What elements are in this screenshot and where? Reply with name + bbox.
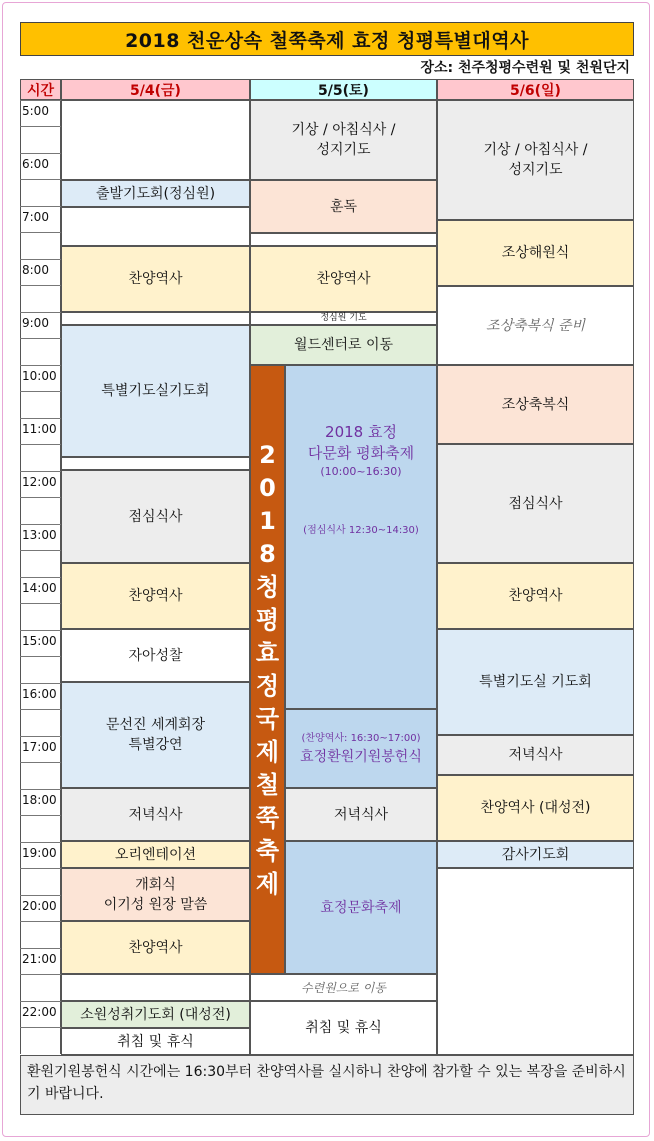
- day2-hundok: 훈독: [250, 180, 437, 233]
- time-label: 20:00: [22, 899, 57, 913]
- day2-culture-festival: 효정문화축제: [285, 841, 437, 974]
- half-hour-line: [20, 497, 61, 498]
- day1-empty-morning: [61, 100, 250, 180]
- schedule-title: 2018 천운상속 철쭉축제 효정 청평특별대역사: [20, 22, 634, 56]
- festival-time: (10:00~16:30): [320, 465, 402, 478]
- day2-empty-1: [250, 233, 437, 246]
- day1-depart-prayer: 출발기도회(정심원): [61, 180, 250, 207]
- half-hour-line: [20, 921, 61, 922]
- festival-vertical-char: 1: [259, 506, 276, 535]
- time-label: 15:00: [22, 634, 57, 648]
- festival-vertical-char: 제: [255, 869, 280, 898]
- lecture-line1: 문선진 세계회장: [105, 717, 206, 733]
- header-day2: 5/5(토): [250, 79, 437, 100]
- time-label: 16:00: [22, 687, 57, 701]
- lecture-line2: 특별강연: [128, 737, 183, 753]
- header-day3: 5/6(일): [437, 79, 634, 100]
- day1-special-prayer: 특별기도실기도회: [61, 325, 250, 457]
- time-label: 8:00: [22, 263, 49, 277]
- day1-empty-2: [61, 312, 250, 325]
- hour-line: [20, 1001, 61, 1002]
- time-label: 6:00: [22, 157, 49, 171]
- day1-empty-1: [61, 207, 250, 246]
- hour-line: [20, 153, 61, 154]
- day2-move-world-center: 월드센터로 이동: [250, 325, 437, 365]
- day3-thanksgiving-prayer: 감사기도회: [437, 841, 634, 868]
- festival-line1: 2018 효정: [325, 423, 397, 441]
- opening-line1: 개회식: [135, 876, 176, 893]
- day2-wake-breakfast: [250, 100, 437, 180]
- time-label: 5:00: [22, 104, 49, 118]
- time-label: 9:00: [22, 316, 49, 330]
- festival-line2: 다문화 평화축제: [307, 444, 415, 462]
- day3-ancestor-release: 조상해원식: [437, 220, 634, 286]
- venue-label: 장소: 천주청평수련원 및 천원단지: [420, 60, 630, 76]
- time-label: 18:00: [22, 793, 57, 807]
- hour-line: [20, 259, 61, 260]
- festival-vertical-char: 정: [255, 671, 280, 700]
- day2-wake-line2: 성지기도: [316, 142, 371, 158]
- half-hour-line: [20, 709, 61, 710]
- day1-dinner: 저녁식사: [61, 788, 250, 841]
- day3-wake-breakfast: [437, 100, 634, 220]
- day1-praise-morning: 찬양역사: [61, 246, 250, 312]
- offering-label: 효정환원기원봉헌식: [300, 748, 422, 765]
- hour-line: [20, 736, 61, 737]
- day1-wish-prayer: 소원성취기도회 (대성전): [61, 1001, 250, 1028]
- half-hour-line: [20, 603, 61, 604]
- day2-offering-ceremony: [285, 709, 437, 788]
- festival-vertical-char: 축: [255, 836, 280, 865]
- day3-blessing-preparation: 조상축복식 준비: [437, 286, 634, 365]
- festival-vertical-char: 0: [259, 473, 276, 502]
- day1-empty-3: [61, 457, 250, 470]
- day2-jeongsimwon-prayer: 정심원 기도: [250, 312, 437, 325]
- hour-line: [20, 895, 61, 896]
- festival-vertical-char: 국: [255, 704, 280, 733]
- day2-multicultural-festival: [285, 365, 437, 709]
- hour-line: [20, 418, 61, 419]
- time-label: 17:00: [22, 740, 57, 754]
- footnote: 환원기원봉헌식 시간에는 16:30부터 찬양역사를 실시하니 찬양에 참가할 수 있는 복장을 준비하시기 바랍니다.: [20, 1055, 634, 1115]
- half-hour-line: [20, 232, 61, 233]
- half-hour-line: [20, 868, 61, 869]
- day3-lunch: 점심식사: [437, 444, 634, 563]
- half-hour-line: [20, 391, 61, 392]
- opening-line2: 이기성 원장 말씀: [103, 896, 208, 913]
- day1-rest: 취침 및 휴식: [61, 1028, 250, 1055]
- day1-orientation: 오리엔테이션: [61, 841, 250, 868]
- time-label: 21:00: [22, 952, 57, 966]
- festival-vertical-char: 제: [255, 737, 280, 766]
- day3-wake-line1: 기상 / 아침식사 /: [483, 142, 588, 158]
- half-hour-line: [20, 762, 61, 763]
- day2-dinner: 저녁식사: [285, 788, 437, 841]
- day1-reflection: 자아성찰: [61, 629, 250, 682]
- day1-praise-evening: 찬양역사: [61, 921, 250, 974]
- offering-praise-note: (찬양역사: 16:30~17:00): [301, 732, 421, 744]
- half-hour-line: [20, 656, 61, 657]
- hour-line: [20, 789, 61, 790]
- hour-line: [20, 842, 61, 843]
- time-label: 13:00: [22, 528, 57, 542]
- festival-vertical-char: 청: [255, 572, 280, 601]
- header-time: 시간: [20, 79, 61, 100]
- day3-praise-main-hall: 찬양역사 (대성전): [437, 775, 634, 841]
- festival-vertical-char: 쭉: [255, 803, 280, 832]
- time-label: 12:00: [22, 475, 57, 489]
- half-hour-line: [20, 126, 61, 127]
- time-label: 10:00: [22, 369, 57, 383]
- day3-special-prayer: 특별기도실 기도회: [437, 629, 634, 735]
- day2-rest: 취침 및 휴식: [250, 1001, 437, 1055]
- hour-line: [20, 471, 61, 472]
- day1-praise-afternoon: 찬양역사: [61, 563, 250, 629]
- festival-vertical-char: 8: [259, 539, 276, 568]
- half-hour-line: [20, 179, 61, 180]
- hour-line: [20, 524, 61, 525]
- day1-special-lecture: [61, 682, 250, 788]
- header-day1: 5/4(금): [61, 79, 250, 100]
- half-hour-line: [20, 815, 61, 816]
- half-hour-line: [20, 444, 61, 445]
- time-label: 22:00: [22, 1005, 57, 1019]
- time-label: 19:00: [22, 846, 57, 860]
- time-label: 7:00: [22, 210, 49, 224]
- festival-lunch-note: (점심식사 12:30~14:30): [303, 525, 419, 536]
- day3-empty-evening: [437, 868, 634, 1055]
- day1-opening-ceremony: [61, 868, 250, 921]
- day2-praise: 찬양역사: [250, 246, 437, 312]
- festival-vertical-char: 효: [255, 638, 280, 667]
- hour-line: [20, 683, 61, 684]
- day2-move-to-center: 수련원으로 이동: [250, 974, 437, 1001]
- hour-line: [20, 630, 61, 631]
- day3-wake-line2: 성지기도: [508, 162, 563, 178]
- festival-vertical-bar: [250, 365, 285, 974]
- half-hour-line: [20, 338, 61, 339]
- day3-dinner: 저녁식사: [437, 735, 634, 775]
- time-label: 11:00: [22, 422, 57, 436]
- time-label: 14:00: [22, 581, 57, 595]
- day1-empty-4: [61, 974, 250, 1001]
- half-hour-line: [20, 285, 61, 286]
- half-hour-line: [20, 974, 61, 975]
- festival-vertical-char: 2: [259, 440, 276, 469]
- half-hour-line: [20, 1027, 61, 1028]
- half-hour-line: [20, 550, 61, 551]
- hour-line: [20, 312, 61, 313]
- festival-vertical-char: 평: [255, 605, 280, 634]
- hour-line: [20, 948, 61, 949]
- hour-line: [20, 577, 61, 578]
- day3-praise: 찬양역사: [437, 563, 634, 629]
- hour-line: [20, 365, 61, 366]
- hour-line: [20, 100, 61, 101]
- day1-lunch: 점심식사: [61, 470, 250, 563]
- day3-ancestor-blessing: 조상축복식: [437, 365, 634, 444]
- festival-vertical-char: 철: [255, 770, 280, 799]
- hour-line: [20, 206, 61, 207]
- day2-wake-line1: 기상 / 아침식사 /: [291, 122, 396, 138]
